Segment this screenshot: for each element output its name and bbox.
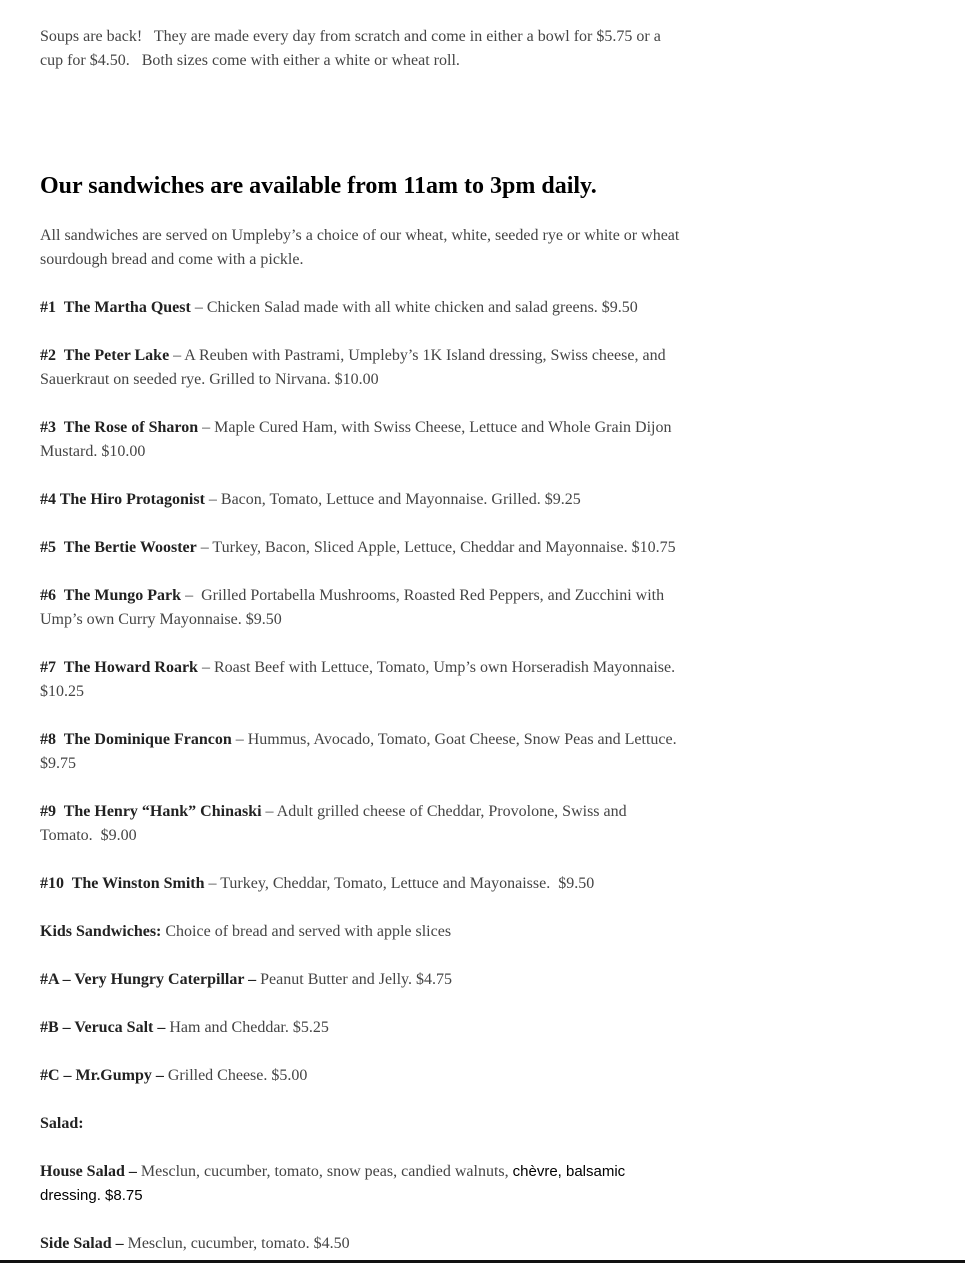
salad-header [40, 1112, 685, 1136]
item-name: #2 The Peter Lake [40, 347, 170, 364]
item-description: – Hummus, Avocado, Tomato, Goat Cheese, Snow Peas and Lettuce. $9.75 [40, 731, 681, 772]
menu-item-1 [40, 296, 685, 320]
item-name: #B – Veruca Salt – [40, 1019, 166, 1036]
item-name: #C – Mr.Gumpy – [40, 1067, 164, 1084]
item-description: – Chicken Salad made with all white chicken and salad greens. $9.50 [190, 299, 638, 316]
item-name: #4 The Hiro Protagonist [40, 491, 205, 508]
salad-label: Salad: [40, 1115, 84, 1132]
soups-paragraph: Soups are back! They are made every day from scratch and come in either a bowl for $5.75 or a cup for $4.50. Both sizes come with either a white or wheat roll. [40, 28, 661, 69]
side-salad-item [40, 1232, 685, 1256]
item-name: #3 The Rose of Sharon [40, 419, 199, 436]
item-description: Grilled Cheese. $5.00 [163, 1067, 308, 1084]
item-name: #1 The Martha Quest [40, 299, 191, 316]
item-name: #8 The Dominique Francon [40, 731, 232, 748]
kids-item-c [40, 1064, 685, 1088]
item-description: – A Reuben with Pastrami, Umpleby’s 1K Island dressing, Swiss cheese, and Sauerkraut on seeded rye. Grilled to Nirvana. $10.00 [40, 347, 666, 388]
menu-content [40, 0, 685, 1256]
item-description: – Maple Cured Ham, with Swiss Cheese, Lettuce and Whole Grain Dijon Mustard. $10.00 [40, 419, 672, 460]
sandwiches-intro: All sandwiches are served on Umpleby’s a choice of our wheat, white, seeded rye or white or wheat sourdough bread and come with a pickle. [40, 227, 680, 268]
item-description: – Grilled Portabella Mushrooms, Roasted Red Peppers, and Zucchini with Ump’s own Curry Mayonnaise. $9.50 [40, 587, 665, 628]
menu-item-4 [40, 488, 685, 512]
item-description: – Adult grilled cheese of Cheddar, Provolone, Swiss and Tomato. $9.00 [40, 803, 627, 844]
menu-item-2 [40, 344, 685, 392]
item-description: Ham and Cheddar. $5.25 [165, 1019, 329, 1036]
item-name: #7 The Howard Roark [40, 659, 198, 676]
cut-off-heading [40, 0, 685, 12]
kids-sandwiches-header [40, 920, 685, 944]
item-name: #A – Very Hungry Caterpillar – [40, 971, 257, 988]
menu-item-5 [40, 536, 685, 560]
item-name: House Salad – [40, 1163, 137, 1180]
item-description: Peanut Butter and Jelly. $4.75 [256, 971, 452, 988]
item-description: – Bacon, Tomato, Lettuce and Mayonnaise. Grilled. $9.25 [204, 491, 581, 508]
kids-item-a [40, 968, 685, 992]
menu-item-6 [40, 584, 685, 632]
item-name: #5 The Bertie Wooster [40, 539, 197, 556]
menu-item-7 [40, 656, 685, 704]
kids-description: Choice of bread and served with apple slices [161, 923, 452, 940]
item-description: Mesclun, cucumber, tomato, snow peas, candied walnuts, [136, 1163, 513, 1180]
menu-item-10 [40, 872, 685, 896]
item-description: Mesclun, cucumber, tomato. $4.50 [123, 1235, 350, 1252]
kids-item-b [40, 1016, 685, 1040]
item-name: #6 The Mungo Park [40, 587, 182, 604]
item-name: #10 The Winston Smith [40, 875, 205, 892]
item-description: – Turkey, Bacon, Sliced Apple, Lettuce, Cheddar and Mayonnaise. $10.75 [196, 539, 676, 556]
item-description: – Turkey, Cheddar, Tomato, Lettuce and Mayonaisse. $9.50 [204, 875, 595, 892]
item-name: #9 The Henry “Hank” Chinaski [40, 803, 262, 820]
sandwiches-heading: Our sandwiches are available from 11am to 3pm daily. [40, 173, 597, 199]
item-name: Side Salad – [40, 1235, 124, 1252]
menu-item-9 [40, 800, 685, 848]
item-description: – Roast Beef with Lettuce, Tomato, Ump’s own Horseradish Mayonnaise. $10.25 [40, 659, 680, 700]
menu-item-8 [40, 728, 685, 776]
kids-label: Kids Sandwiches: [40, 923, 162, 940]
item-description-continued: chèvre, balsamic dressing. $8.75 [40, 1163, 626, 1204]
house-salad-item [40, 1160, 685, 1208]
menu-item-3 [40, 416, 685, 464]
